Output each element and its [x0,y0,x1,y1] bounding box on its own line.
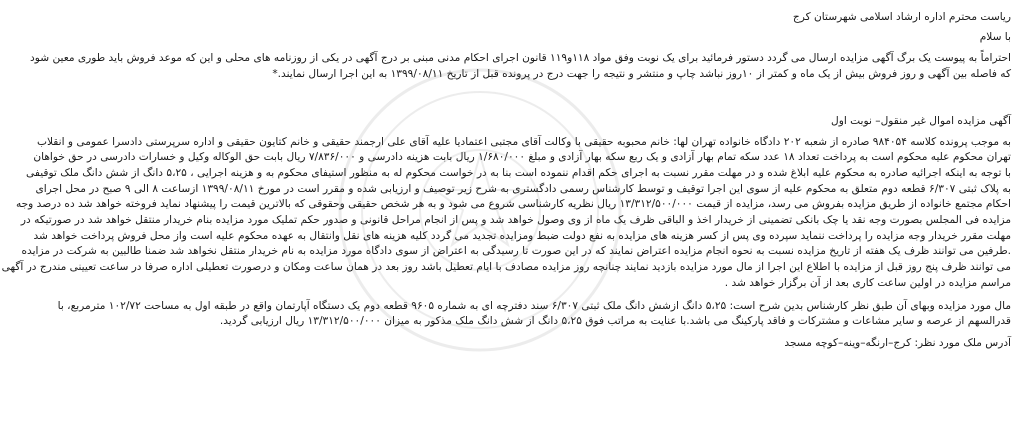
notice-body-line: احکام مجتمع خانواده از طریق مزایده بفروش می رسد، مزایده از قیمت ۱۳/۳۱۲/۵۰۰/۰۰۰ ریال نظریه کارشناسی شروع می شود و به هر شخص حقیقی وحقوقی که بالاترین قیمت را پیشنهاد نماید فروخته خواهد شد ده درصد وجه [15,198,1011,211]
request-line: که فاصله بین آگهی و روز فروش بیش از یک ماه و کمتر از ۱۰روز نباشد چاپ و منتشر و نتیجه را جهت درج در پرونده قبل از تاریخ ۱۳۹۹/۰۸/۱۱ به این اجرا ارسال نمایند.* [272,68,1011,81]
notice-body-line: تهران محکوم علیه محکوم است به پرداخت تعداد ۱۸ عدد سکه تمام بهار آزادی و یک ربع سکه بهار آزادی و مبلغ ۱/۶۸۰/۰۰۰ ریال بابت هزینه دادرسی و ۷/۸۳۶/۰۰۰ ریال بابت حق الوکاله وکیل و خسارات دادرسی در حق خواهان [33,151,1011,164]
notice-body-line: .طرفین می توانند ظرف یک هفته از تاریخ مزایده نسبت به نحوه انجام مزایده اعتراض نمایند که در این صورت تا رسیدگی به اعتراض از سوی دادگاه مورد مزایده به نام خریدار منتقل نخواهد شد ضمنا طالبین به شرکت در مزایده [21,245,1011,258]
property-address: آدرس ملک مورد نظر: کرج–ارنگه–وینه–کوچه مسجد [784,336,1011,349]
property-paragraph [10,299,1011,330]
property-line: قدرالسهم از عرصه و سایر مشاعات و مشترکات و فاقد پارکینگ می باشد.با عنایت به مراتب فوق ۵،۲۵ دانگ از شش دانگ ملک مذکور به میزان ۱۳/۳۱۲/۵۰۰/۰۰۰ ریال ارزیابی گردید. [219,315,1011,328]
salutation: با سلام [979,30,1011,43]
request-paragraph [10,51,1011,82]
notice-body-line: به موجب پرونده کلاسه ۹۸۴۰۵۴ صادره از شعبه ۲۰۲ دادگاه خانواده تهران لها: خانم محبوبه حقیقی با وکالت آقای مجتبی اعتمادیا علیه آقای علی ارجمند حقیقی و خانم کتایون حقیقی و اداره سرپرستی دادسرا عمومی و انقلاب [36,135,1011,148]
property-line: مال مورد مزایده وبهای آن طبق نظر کارشناس بدین شرح است: ۵،۲۵ دانگ ازشش دانگ ملک ثبتی ۶/۳۰۷ سند دفترچه ای به شماره ۹۶۰۵ قطعه دوم یک دستگاه آپارتمان واقع در طبقه اول به مساحت ۱۰۲/۷۲ مترمربع، با [57,299,1011,312]
notice-body-line: مهلت مقرر خریدار وجه مزایده را پرداخت ننماید سپرده وی پس از کسر هزینه های مزایده به نفع دولت ضبط ومزایده تجدید می گردد کلیه هزینه های نقل وانتقال به عهده محکوم علیه است واز محل فروش پرداخت خواهد شد [33,229,1011,242]
notice-body-paragraph [1,135,1011,292]
notice-heading: آگهی مزایده اموال غیر منقول– نوبت اول [831,114,1011,127]
notice-body-line: با توجه به اینکه اجرائیه صادره به محکوم علیه ابلاغ شده و در مهلت مقرر نسبت به اجرای حکم اقدام ننموده است بنا به در خواست محکوم له به منظور استیفای محکوم به و هزینه اجرایی ، ۵،۲۵ دانگ از شش دانگ ملک توقیفی [26,166,1011,179]
notice-body-line: مراسم مزایده در اولین ساعت کاری بعد از آن برگزار خواهد شد . [724,276,1011,289]
notice-body-line: به پلاک ثبتی ۶/۳۰۷ قطعه دوم متعلق به محکوم علیه از سوی این اجرا توقیف و توسط کارشناس رسمی دادگستری به شرح زیر توصیف و ارزیابی شده و مقرر است در مورخ ۱۳۹۹/۰۸/۱۱ ازساعت ۸ الی ۹ صبح در محل اجرای [35,182,1011,195]
recipient-line: ریاست محترم اداره ارشاد اسلامی شهرستان کرج [792,11,1011,23]
request-line: احتراماً به پیوست یک برگ آگهی مزایده ارسال می گردد دستور فرمائید برای یک نوبت وفق مواد ۱۱۸و۱۱۹ قانون اجرای احکام مدنی مبنی بر درج آگهی در یکی از روزنامه های محلی و این که موعد فروش باید طوری معین شود [30,52,1011,65]
notice-body-line: مزایده فی المجلس بصورت وجه نقد یا چک بانکی تضمینی از خریدار اخذ و الباقی ظرف یک ماه از وی وصول خواهد شد و پس از انجام مراحل قانونی و صدور حکم تملیک مورد مزایده بنام خریدار منتقل خواهد شد در صورتیکه در [20,214,1011,227]
notice-body-line: می توانند ظرف پنج روز قبل از مزایده با اطلاع این اجرا از مال مورد مزایده بازدید نمایند چنانچه روز مزایده مصادف با ایام تعطیل باشد روز بعد در همان ساعت ومکان و درصورت تعطیلی اداره صرفا در ساعت تعیینی مندرج در آگهی [1,261,1011,274]
